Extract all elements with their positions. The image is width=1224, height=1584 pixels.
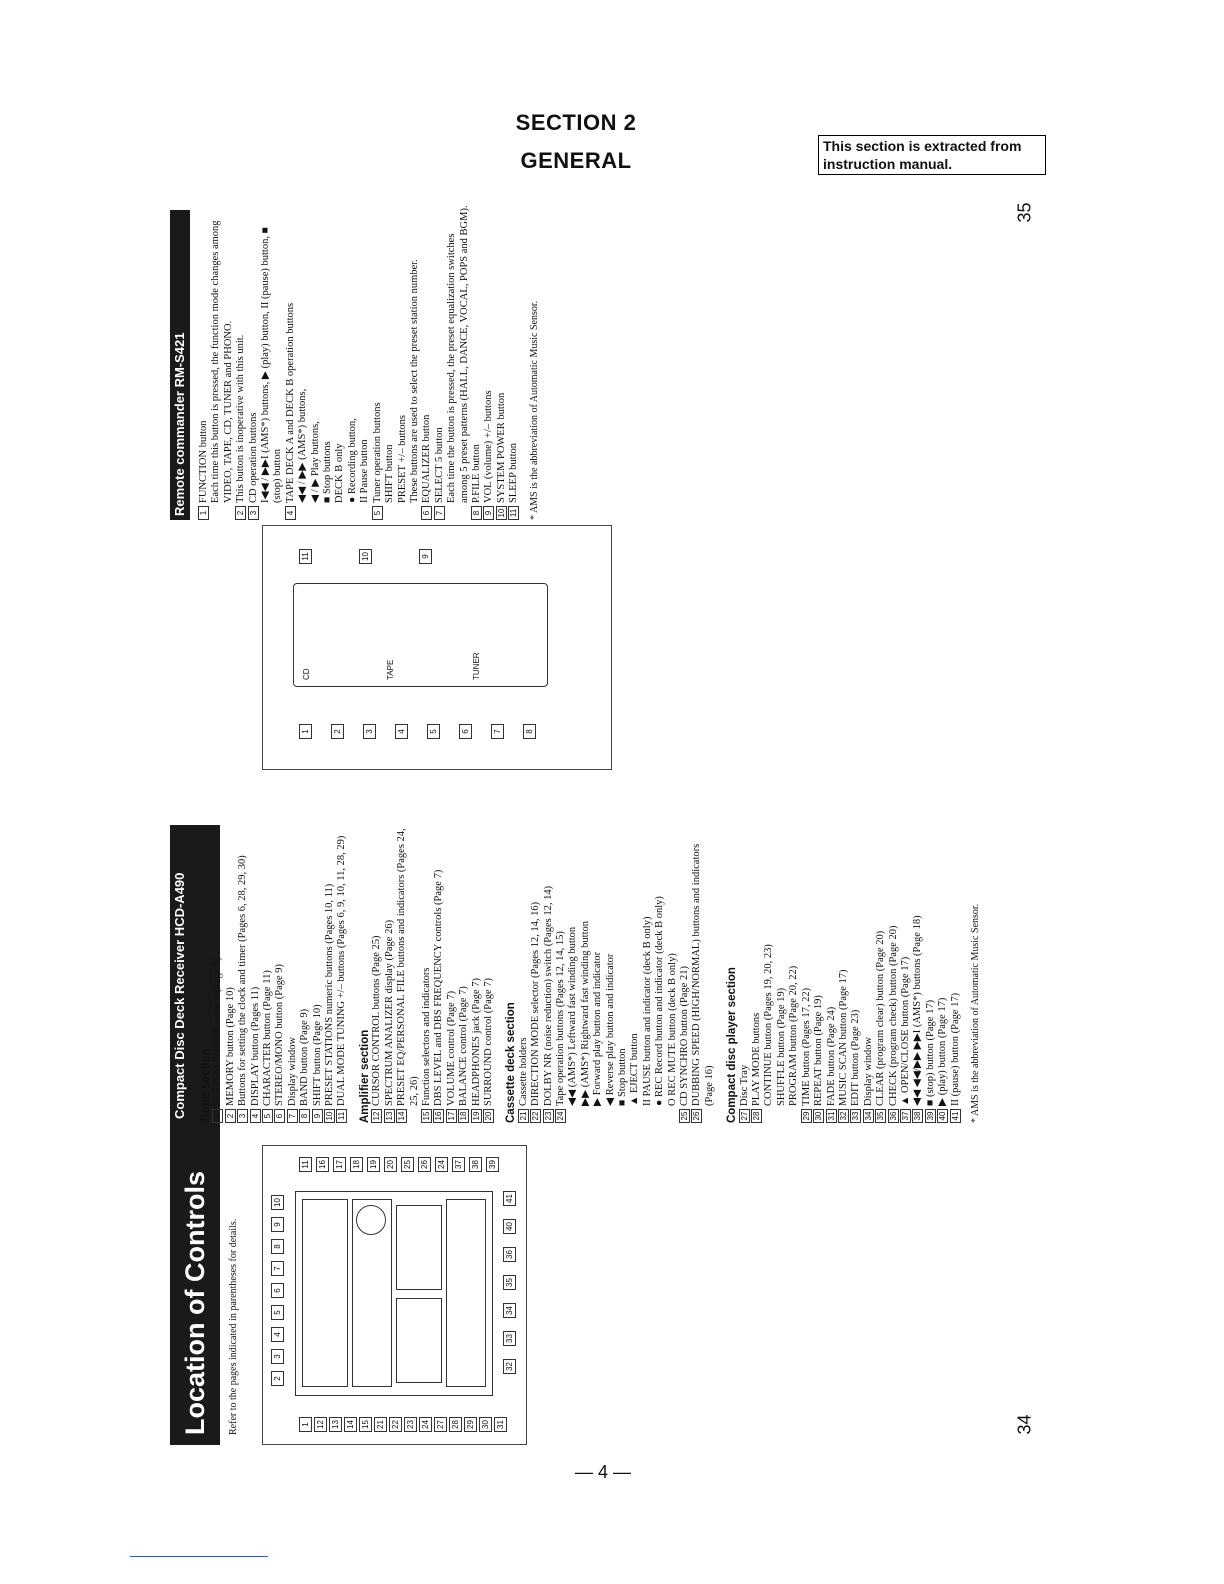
cass-list-item [530,823,542,1123]
item-number-badge: 2 [235,506,246,520]
item-number-badge: 32 [838,1109,849,1123]
remote-list-item [397,205,409,520]
cd-list-item [875,823,887,1123]
cass-list-item [617,823,629,1123]
remote-list-item [359,205,371,520]
front-callout: 7 [271,1261,284,1276]
item-text: VOL (volume) +/– buttons [483,390,495,503]
front-callout: 11 [299,1157,312,1172]
tuner-section-title: Tuner section [200,1048,212,1123]
remote-list-item [446,205,471,520]
item-text: DUBBING SPEED (HIGH/NORMAL) buttons and indicators (Page 16) [691,843,715,1106]
tuner-list-item [299,823,311,1123]
front-callout: 12 [314,1417,327,1432]
amp-list-item [446,823,458,1123]
item-number-badge: 12 [371,1109,382,1123]
item-number-badge: 27 [739,1109,750,1123]
item-number-badge: 16 [433,1109,444,1123]
item-number-badge: 11 [508,506,519,520]
cd-list [739,823,962,1123]
item-number-badge: 8 [471,506,482,520]
amp-section-title: Amplifier section [358,1029,371,1123]
item-text: Disc Tray [738,1064,750,1106]
item-text: Buttons for setting the clock and timer (Pages 6, 28, 29, 30) [237,855,249,1106]
item-number-badge: 29 [801,1109,812,1123]
item-number-badge: 14 [396,1109,407,1123]
item-text: CHECK (program check) button (Page 20) [887,925,899,1106]
remote-list-item [210,205,235,520]
cass-list-item [543,823,555,1123]
page-title: Location of Controls [180,1171,210,1435]
item-text: Tape operation buttons (Pages 12, 14, 15) [554,931,566,1106]
item-text: TAPE DECK A and DECK B operation buttons [284,302,296,503]
item-number-badge: 40 [937,1109,948,1123]
item-text: II (pause) button (Page 17) [949,992,961,1106]
remote-list-item [334,205,346,520]
front-callout: 24 [419,1417,432,1432]
item-text: EQUALIZER button [421,414,433,503]
cass-list-item [580,823,592,1123]
cass-list-item [667,823,679,1123]
remote-label-tuner: TUNER [472,652,481,680]
item-number-badge: 28 [751,1109,762,1123]
item-number-badge: 23 [543,1109,554,1123]
item-number-badge: 9 [483,506,494,520]
amp-list-item [458,823,470,1123]
item-text: These buttons are used to select the preset station number. [408,259,420,503]
cassette-b [396,1205,442,1290]
item-number-badge: 19 [471,1109,482,1123]
cd-list-item [801,823,813,1123]
remote-list-item [372,205,384,520]
item-text: Cassette holders [517,1037,529,1106]
remote-list-item [322,205,334,520]
remote-callout: 3 [363,724,376,739]
remote-callout: 6 [459,724,472,739]
item-text: This button is inoperative with this unit. [235,334,247,503]
item-number-badge: 7 [434,506,445,520]
item-text: CD operation buttons [247,412,259,503]
remote-list-item [347,205,359,520]
item-text: II Pause button [359,439,371,503]
page-number-right: 35 [1014,202,1035,223]
item-text: ◀ / ▶ Play buttons, [309,421,321,503]
receiver-heading: Compact Disc Deck Receiver HCD-A490 [172,872,187,1119]
front-callout: 36 [503,1247,516,1262]
cd-section-title: Compact disc player section [726,967,739,1123]
cd-list-item [912,823,924,1123]
tuner-display [302,1199,348,1387]
remote-list-item [483,205,495,520]
front-callout: 39 [486,1157,499,1172]
item-text: ◀◀ / ▶▶ (AMS*) buttons, [297,388,309,503]
cassette-a [396,1298,442,1383]
extract-note [818,135,1046,175]
item-text: ■ Stop button [617,1048,628,1106]
amp-list-item [421,823,433,1123]
front-callout: 20 [384,1157,397,1172]
item-number-badge: 30 [813,1109,824,1123]
tuner-list-item [250,823,262,1123]
cass-list-item [567,823,579,1123]
remote-list-item [248,205,260,520]
item-number-badge: 34 [863,1109,874,1123]
item-text: Function selectors and indicators [420,967,432,1106]
extract-note-line1: This section is extracted from [823,138,1022,154]
amp-list-item [433,823,445,1123]
front-callout: 32 [503,1359,516,1374]
bottom-rule [130,1556,268,1557]
page-number-center: — 4 — [574,1462,631,1482]
front-callout: 19 [367,1157,380,1172]
item-number-badge: 20 [483,1109,494,1123]
front-callout: 23 [404,1417,417,1432]
item-text: MUSIC SCAN button (Page 17) [837,969,849,1106]
amp-list-item [471,823,483,1123]
remote-body [293,583,548,687]
remote-callout: 10 [359,549,372,564]
remote-callout: 1 [299,724,312,739]
tuner-list-item [212,823,224,1123]
item-text: P.FILE button [470,444,482,503]
item-text: ● Recording button, [346,418,358,503]
amp-list-item [396,823,421,1123]
front-callout: 17 [333,1157,346,1172]
section-label: SECTION 2 [515,110,637,135]
remote-list-item [409,205,421,520]
lead-text: Refer to the pages indicated in parentheses for details. [228,1218,239,1435]
item-number-badge: 37 [900,1109,911,1123]
item-text: Each time the button is pressed, the preset equalization switches among 5 preset patterns (HALL, DANCE, VOCAL, POPS and BGM). [446,205,470,503]
front-callout: 22 [389,1417,402,1432]
item-text: DISPLAY button (Pages 11) [249,986,261,1106]
item-number-badge: 11 [336,1109,347,1123]
cass-section-title: Cassette deck section [505,1002,518,1123]
cd-tray [446,1199,486,1387]
item-text: SHIFT button [384,444,396,503]
item-text: ◀◀ (AMS*) Leftward fast winding button [567,926,579,1106]
item-text: ◀ Reverse play button and indicator [604,953,616,1106]
item-text: CD SYNCHRO button (Page 21) [679,965,691,1106]
item-text: FADE button (Page 24) [825,1006,837,1106]
item-number-badge: 8 [299,1109,310,1123]
cd-list-item [950,823,962,1123]
item-text: ● REC Record button and indicator (deck B only) [654,896,666,1106]
item-number-badge: 18 [458,1109,469,1123]
item-text: SPECTRUM ANALIZER display (Page 26) [383,919,395,1106]
item-text: Each time this button is pressed, the function mode changes among VIDEO, TAPE, CD, TUNER and PHONO. [210,220,234,503]
tuner-list [212,823,348,1123]
item-number-badge: 22 [530,1109,541,1123]
item-text: SLEEP button [508,443,520,503]
item-text: HEADPHONES jack (Page 7) [470,977,482,1106]
front-callout: 40 [503,1219,516,1234]
front-callout: 21 [374,1417,387,1432]
front-callout: 31 [494,1417,507,1432]
cd-list-item [838,823,850,1123]
remote-diagram [262,525,612,770]
item-text: Display window [286,1036,298,1106]
item-number-badge: 6 [421,506,432,520]
remote-callout: 9 [419,549,432,564]
item-text: I◀◀ / ▶▶I (AMS*) buttons, ▶ (play) button, II (pause) button, ■ (stop) button [260,227,284,503]
cass-list [518,823,717,1123]
remote-list [198,205,521,520]
item-number-badge: 2 [225,1109,236,1123]
tuner-list-item [274,823,286,1123]
item-text: DIRECTION MODE selector (Pages 12, 14, 16) [530,901,542,1106]
remote-callout: 2 [331,724,344,739]
receiver-body [295,1191,493,1396]
item-text: ▲ OPEN/CLOSE button (Page 17) [899,956,911,1106]
item-text: SHUFFLE button (Page 19) [775,987,787,1106]
front-callout: 4 [271,1327,284,1342]
tuner-list-item [287,823,299,1123]
remote-list-item [421,205,433,520]
cd-list-item [739,823,751,1123]
item-number-badge: 10 [496,506,507,520]
front-callout: 33 [503,1331,516,1346]
item-text: O REC MUTE button (deck B only) [666,953,678,1106]
item-text: ▶▶ (AMS*) Rightward fast winding button [579,920,591,1106]
tuner-list-item [237,823,249,1123]
cd-list-item [925,823,937,1123]
rotated-manual-spread [170,195,990,1445]
cass-list-item [605,823,617,1123]
front-callout: 13 [329,1417,342,1432]
remote-label-tape: TAPE [386,659,395,680]
front-callout: 3 [271,1349,284,1364]
front-callout: 1 [299,1417,312,1432]
remote-list-item [310,205,322,520]
cass-list-item [642,823,654,1123]
remote-callout: 5 [427,724,440,739]
item-text: SYSTEM POWER switch (Page 5) [212,957,224,1106]
remote-list-item [471,205,483,520]
remote-list-item [198,205,210,520]
item-number-badge: 1 [198,506,209,520]
item-number-badge: 21 [518,1109,529,1123]
front-callout: 27 [434,1417,447,1432]
cass-list-item [654,823,666,1123]
cd-list-item [888,823,900,1123]
front-callout: 34 [503,1303,516,1318]
item-number-badge: 9 [312,1109,323,1123]
extract-note-line2: instruction manual. [823,156,953,172]
remote-label-cd: CD [302,668,311,680]
item-text: DOLBY NR (noise reduction) switch (Pages 12, 14) [542,885,554,1106]
item-text: MEMORY button (Page 10) [224,987,236,1106]
item-text: DUAL MODE TUNING +/– buttons (Pages 6, 9, 10, 11, 28, 29) [336,835,348,1106]
item-text: BALANCE control (Page 7) [458,986,470,1106]
front-callout: 35 [503,1275,516,1290]
right-ams-note: * AMS is the abbreviation of Automatic Music Sensor. [528,300,540,520]
item-number-badge: 6 [274,1109,285,1123]
front-callout: 6 [271,1283,284,1298]
item-text: DBS LEVEL and DBS FREQUENCY controls (Page 7) [433,869,445,1106]
item-number-badge: 5 [262,1109,273,1123]
cass-list-item [518,823,530,1123]
remote-list-item [285,205,297,520]
item-number-badge: 7 [287,1109,298,1123]
item-text: PROGRAM button (Page 20, 22) [788,965,800,1106]
remote-list-item [384,205,396,520]
tuner-list-item [312,823,324,1123]
remote-callout: 4 [395,724,408,739]
receiver-list-col1 [190,823,982,1123]
cass-list-item [691,823,716,1123]
page-number-left: 34 [1014,1414,1035,1435]
cd-list-item [751,823,763,1123]
item-text: REPEAT button (Page 19) [813,995,825,1106]
remote-list-item [434,205,446,520]
front-callout: 5 [271,1305,284,1320]
item-text: SELECT 5 button [433,427,445,503]
item-text: ■ (stop) button (Page 17) [924,999,936,1106]
item-number-badge: 15 [421,1109,432,1123]
remote-list-item [297,205,309,520]
front-callout: 2 [271,1371,284,1386]
item-text: SYSTEM POWER button [495,392,507,503]
front-callout: 10 [271,1195,284,1210]
item-number-badge: 5 [372,506,383,520]
item-text: DECK B only [334,443,346,503]
remote-list-item [508,205,520,520]
front-callout: 14 [344,1417,357,1432]
cd-list-item [763,823,775,1123]
volume-knob [356,1205,386,1235]
cd-list-item [776,823,788,1123]
item-number-badge: 35 [875,1109,886,1123]
cass-list-item [679,823,691,1123]
amp-list-item [483,823,495,1123]
item-number-badge: 13 [384,1109,395,1123]
item-number-badge: 39 [925,1109,936,1123]
item-text: PRESET EQ/PERSONAL FILE buttons and indicators (Pages 24, 25, 26) [396,828,420,1106]
cass-list-item [555,823,567,1123]
cass-list-item [592,823,604,1123]
item-text: CONTINUE button (Pages 19, 20, 23) [763,944,775,1106]
front-callout: 16 [316,1157,329,1172]
item-text: CHARACTER button (Page 11) [262,970,274,1106]
remote-heading-bar [170,210,190,520]
item-text: Tuner operation buttons [371,402,383,503]
front-callout: 28 [449,1417,462,1432]
item-text: ▲ EJECT button [629,1033,641,1106]
front-callout: 8 [271,1239,284,1254]
front-callout: 30 [479,1417,492,1432]
item-text: EDIT button (Page 23) [850,1009,862,1106]
item-text: FUNCTION button [198,420,209,503]
item-text: CLEAR (program clear) button (Page 20) [875,930,887,1106]
item-number-badge: 33 [850,1109,861,1123]
tuner-list-item [324,823,336,1123]
front-callout: 41 [503,1191,516,1206]
item-text: VOLUME control (Page 7) [445,990,457,1106]
item-number-badge: 3 [248,506,259,520]
item-number-badge: 4 [285,506,296,520]
front-callout: 9 [271,1217,284,1232]
remote-list-item [496,205,508,520]
front-callout: 29 [464,1417,477,1432]
item-text: STEREO/MONO button (Page 9) [274,963,286,1106]
section-title: GENERAL [520,148,632,173]
item-number-badge: 4 [250,1109,261,1123]
front-callout: 15 [359,1417,372,1432]
item-text: TIME button (Pages 17, 22) [800,987,812,1106]
item-text: PLAY MODE buttons [751,1012,763,1106]
item-number-badge: 36 [888,1109,899,1123]
item-number-badge: 17 [446,1109,457,1123]
item-number-badge: 25 [679,1109,690,1123]
tuner-list-item [336,823,348,1123]
item-text: PRESET STATIONS numeric buttons (Pages 10, 11) [324,883,336,1106]
item-text: BAND button (Page 9) [299,1008,311,1106]
front-panel-diagram [262,1145,527,1445]
receiver-heading-bar [170,833,190,1123]
cd-list-item [937,823,949,1123]
cass-list-item [629,823,641,1123]
item-text: PRESET +/– buttons [396,415,408,503]
front-callout: 24 [435,1157,448,1172]
left-ams-note: * AMS is the abbreviation of Automatic Music Sensor. [969,903,981,1123]
remote-callout: 8 [523,724,536,739]
front-callout: 37 [452,1157,465,1172]
cd-list-item [850,823,862,1123]
item-number-badge: 24 [555,1109,566,1123]
cd-list-item [813,823,825,1123]
front-callout: 38 [469,1157,482,1172]
remote-list-item [260,205,285,520]
remote-list-item [235,205,247,520]
remote-list-col [198,205,541,520]
tuner-list-item [225,823,237,1123]
item-text: ▶ Forward play button and indicator [592,951,604,1106]
item-text: ◀◀ ◀◀/▶▶ ▶▶I (AMS*) buttons (Page 18) [912,915,924,1106]
cd-list-item [788,823,800,1123]
remote-callout: 11 [299,549,312,564]
item-text: Display window [862,1036,874,1106]
item-text: ■ Stop buttons [322,441,334,503]
item-number-badge: 38 [912,1109,923,1123]
amp-list-item [384,823,396,1123]
item-text: ▶ (play) button (Page 17) [937,997,949,1106]
amp-list-item [371,823,383,1123]
item-number-badge: 10 [324,1109,335,1123]
tuner-list-item [262,823,274,1123]
item-number-badge: 26 [691,1109,702,1123]
item-number-badge: 41 [950,1109,961,1123]
remote-callout: 7 [491,724,504,739]
cd-list-item [900,823,912,1123]
item-number-badge: 31 [826,1109,837,1123]
cd-list-item [863,823,875,1123]
front-callout: 26 [418,1157,431,1172]
remote-heading: Remote commander RM-S421 [172,332,187,516]
item-number-badge: 1 [212,1109,223,1123]
item-text: SHIFT button (Page 10) [311,1004,323,1106]
front-callout: 25 [401,1157,414,1172]
amp-list [371,823,495,1123]
front-callout: 18 [350,1157,363,1172]
item-number-badge: 3 [237,1109,248,1123]
item-text: SURROUND control (Page 7) [482,977,494,1106]
cd-list-item [826,823,838,1123]
item-text: CURSOR CONTROL buttons (Page 25) [371,935,383,1106]
item-text: II PAUSE button and indicator (deck B only) [641,916,653,1106]
